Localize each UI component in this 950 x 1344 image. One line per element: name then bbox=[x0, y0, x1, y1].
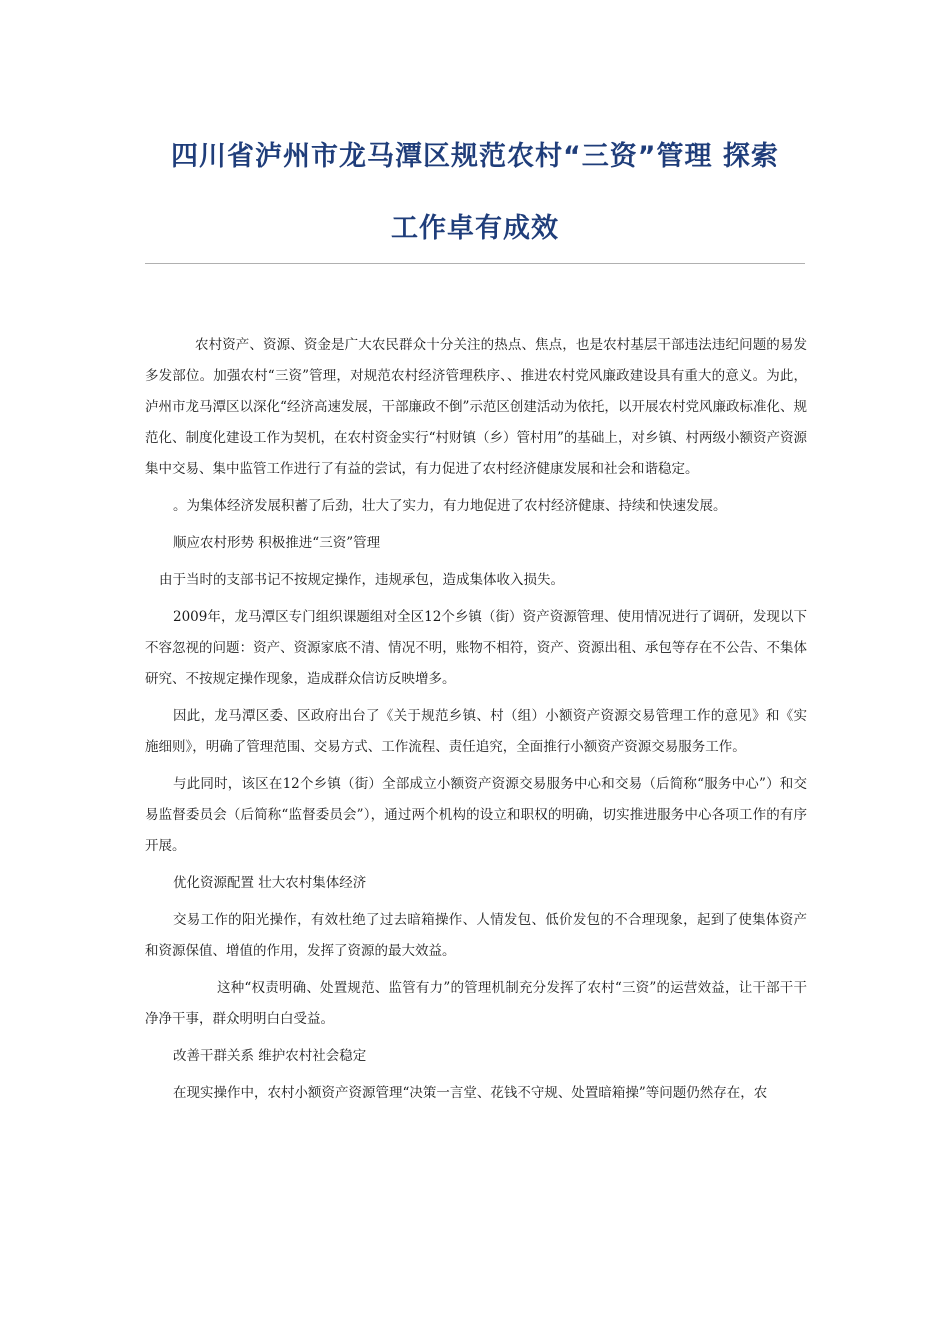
paragraph-intro: 农村资产、资源、资金是广大农民群众十分关注的热点、焦点，也是农村基层干部违法违纪问题的易发多发部位。加强农村“三资”管理，对规范农村经济管理秩序、、推进农村党风廉政建设具有重大的意义。为此，泸州市龙马潭区以深化“经济高速发展，干部廉政不倒”示范区创建活动为依托，以开展农村党风廉政标准化、规范化、制度化建设工作为契机，在农村资金实行“村财镇（乡）管村用”的基础上，对乡镇、村两级小额资产资源集中交易、集中监管工作进行了有益的尝试，有力促进了农村经济健康发展和社会和谐稳定。 bbox=[145, 337, 807, 477]
section-heading-2: 优化资源配置 壮大农村集体经济 bbox=[173, 875, 367, 891]
section-heading-1: 顺应农村形势 积极推进“三资”管理 bbox=[173, 535, 381, 551]
title-divider bbox=[145, 263, 805, 264]
paragraph: 2009年，龙马潭区专门组织课题组对全区12个乡镇（街）资产资源管理、使用情况进行了调研，发现以下不容忽视的问题：资产、资源家底不清、情况不明，账物不相符，资产、资源出租、承包等存在不公告、不集体研究、不按规定操作现象，造成群众信访反映增多。 bbox=[145, 609, 807, 687]
paragraph: 这种“权责明确、处置规范、监管有力”的管理机制充分发挥了农村“三资”的运营效益，让干部干干净净干事，群众明明白白受益。 bbox=[145, 980, 807, 1027]
paragraph: 由于当时的支部书记不按规定操作，违规承包，造成集体收入损失。 bbox=[159, 572, 564, 588]
document-title-line-2: 工作卓有成效 bbox=[391, 213, 559, 244]
paragraph: 交易工作的阳光操作，有效杜绝了过去暗箱操作、人情发包、低价发包的不合理现象，起到了使集体资产和资源保值、增值的作用，发挥了资源的最大效益。 bbox=[145, 912, 807, 959]
paragraph-result: 。为集体经济发展积蓄了后劲，壮大了实力，有力地促进了农村经济健康、持续和快速发展。 bbox=[173, 498, 727, 514]
paragraph: 因此，龙马潭区委、区政府出台了《关于规范乡镇、村（组）小额资产资源交易管理工作的意见》和《实施细则》，明确了管理范围、交易方式、工作流程、责任追究，全面推行小额资产资源交易服务工作。 bbox=[145, 708, 807, 755]
document-body bbox=[145, 330, 807, 1115]
paragraph: 在现实操作中，农村小额资产资源管理“决策一言堂、花钱不守规、处置暗箱操”等问题仍然存在，农 bbox=[173, 1085, 768, 1101]
document-title-line-1: 四川省泸州市龙马潭区规范农村“三资”管理 探索 bbox=[171, 141, 779, 172]
section-heading-3: 改善干群关系 维护农村社会稳定 bbox=[173, 1048, 367, 1064]
paragraph: 与此同时，该区在12个乡镇（街）全部成立小额资产资源交易服务中心和交易（后简称“服务中心”）和交易监督委员会（后简称“监督委员会”），通过两个机构的设立和职权的明确，切实推进服务中心各项工作的有序开展。 bbox=[145, 776, 807, 854]
